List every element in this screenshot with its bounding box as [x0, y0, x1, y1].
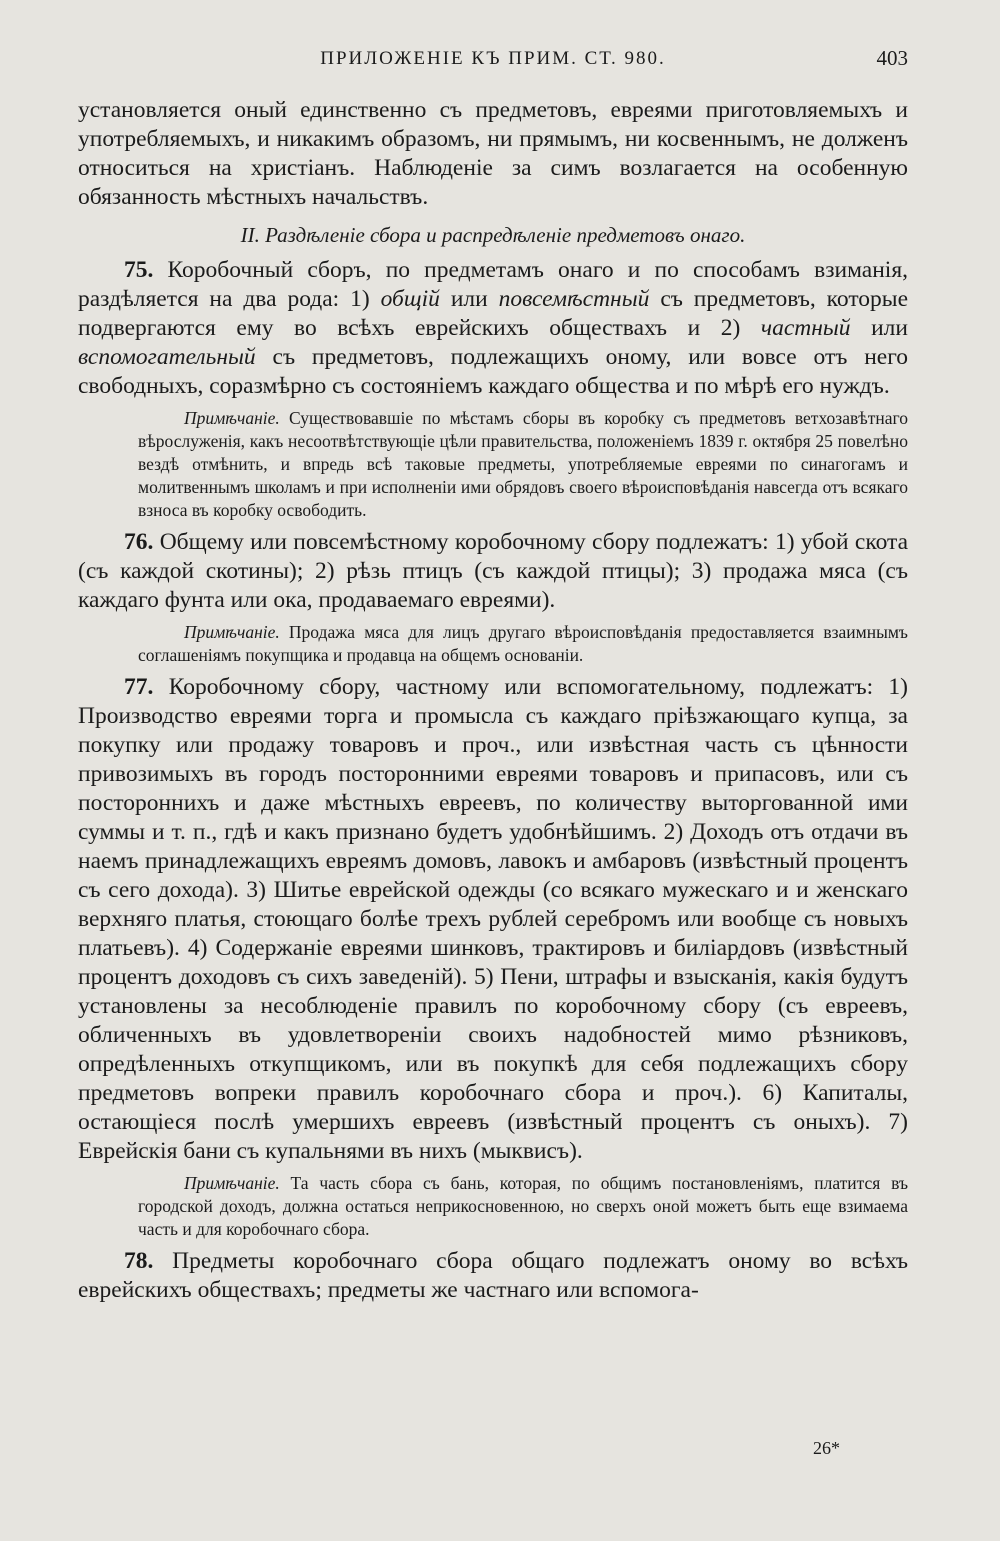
article-75-text-5: съ предметовъ, подлежащихъ оному, или вовсе отъ него свободныхъ, соразмѣрно съ состояніемъ каждаго общества и по мѣрѣ его нуждъ.: [78, 344, 909, 399]
note-77: [138, 1172, 908, 1241]
note-77-label: Примѣчаніе.: [184, 1173, 280, 1193]
article-75-term-auxiliary: вспомогательный: [78, 344, 256, 370]
note-75: [138, 407, 908, 522]
article-78-number: 78.: [124, 1248, 154, 1274]
note-77-text: Та часть сбора съ бань, которая, по общимъ постановленіямъ, платится въ городской доходъ, должна остаться неприкосновенною, но сверхъ оной можетъ быть еще взимаема часть и для коробочнаго сбора.: [138, 1173, 909, 1239]
article-76-number: 76.: [124, 529, 154, 555]
article-78: [78, 1247, 908, 1305]
page-body: [78, 96, 908, 1305]
article-75-term-general: общій: [380, 286, 440, 312]
section-heading: II. Раздѣленіе сбора и распредѣленіе предметовъ онаго.: [240, 223, 746, 247]
article-75-text-4: или: [871, 315, 908, 341]
article-76: [78, 528, 908, 615]
article-77-number: 77.: [124, 674, 154, 700]
article-75-number: 75.: [124, 257, 154, 283]
article-77-text: Коробочному сбору, частному или вспомогательному, подлежатъ: 1) Производство евреями торга и промысла съ каждаго пріѣзжающаго купца, за покупку или продажу товаровъ и проч., или извѣстная часть съ цѣнности привозимыхъ въ городъ посторонними евреями товаровъ и припасовъ, или съ постороннихъ и даже мѣстныхъ евреевъ, по количеству выторгованной ими суммы и т. п., гдѣ и какъ признано будетъ удобнѣйшимъ. 2) Доходъ отъ отдачи въ наемъ принадлежащихъ евреямъ домовъ, лавокъ и амбаровъ (извѣстный процентъ съ сего дохода). 3) Шитье еврейской одежды (со всякаго мужескаго и и женскаго верхняго платья, стоющаго болѣе трехъ рублей серебромъ или вообще съ новыхъ платьевъ). 4) Содержаніе евреями шинковъ, трактировъ и биліардовъ (извѣстный процентъ доходовъ съ сихъ заведеній). 5) Пени, штрафы и взысканія, какія будутъ установлены за несоблюденіе правилъ по коробочному сбору (съ евреевъ, обличенныхъ въ удовлетвореніи своихъ надобностей мимо рѣзниковъ, опредѣленныхъ откупщикомъ, или въ покупкѣ для себя подлежащихъ сбору предметовъ вопреки правилъ коробочнаго сбора и проч.). 6) Капиталы, остающіеся послѣ умершихъ евреевъ (извѣстный процентъ съ оныхъ). 7) Еврейскія бани съ купальнями въ нихъ (мыквисъ).: [78, 674, 908, 1164]
signature-mark: 26*: [813, 1438, 840, 1458]
page-header: [78, 44, 908, 74]
article-75-term-private: частный: [760, 315, 851, 341]
note-75-text: Существовавшіе по мѣстамъ сборы въ коробку съ предметовъ ветхозавѣтнаго вѣрослуженія, какъ несоотвѣтствующіе цѣли правительства, положеніемъ 1839 г. октября 25 повелѣно вездѣ отмѣнить, и впредь всѣ таковые предметы, употребляемые евреями по синагогамъ и молитвеннымъ школамъ и при исполненіи ими обрядовъ своего вѣроисповѣданія навсегда отъ всякаго взноса въ коробку освободить.: [138, 408, 909, 520]
article-75: [78, 256, 908, 401]
article-75-text-2: или: [450, 286, 488, 312]
note-75-label: Примѣчаніе.: [184, 408, 280, 428]
note-76: [138, 621, 908, 667]
article-75-term-universal: повсемѣстный: [498, 286, 650, 312]
note-76-text: Продажа мяса для лицъ другаго вѣроисповѣданія предоставляется взаимнымъ соглашеніямъ покупщика и продавца на общемъ основаніи.: [138, 622, 908, 665]
article-76-text: Общему или повсемѣстному коробочному сбору подлежатъ: 1) убой скота (съ каждой скотины); 2) рѣзь птицъ (съ каждой птицы); 3) продажа мяса (съ каждаго фунта или ока, продаваемаго евреями).: [78, 529, 909, 613]
article-75-text-3: съ предметовъ, которые подвергаются ему во всѣхъ еврейскихъ обществахъ и 2): [78, 286, 909, 341]
article-78-text: Предметы коробочнаго сбора общаго подлежатъ оному во всѣхъ еврейскихъ обществахъ; предметы же частнаго или вспомога-: [78, 1248, 909, 1303]
running-head: ПРИЛОЖЕНІЕ КЪ ПРИМ. СТ. 980.: [320, 48, 666, 69]
page-number: 403: [876, 46, 908, 70]
article-75-text-1: Коробочный сборъ, по предметамъ онаго и по способамъ взиманія, раздѣляется на два рода: 1): [78, 257, 908, 312]
note-76-label: Примѣчаніе.: [184, 622, 280, 642]
article-77: [78, 673, 908, 1166]
intro-paragraph: установляется оный единственно съ предметовъ, евреями приготовляемыхъ и употребляемыхъ, и никакимъ образомъ, ни прямымъ, ни косвеннымъ, не долженъ относиться на христіанъ. Наблюденіе за симъ возлагается на особенную обязанность мѣстныхъ начальствъ.: [78, 97, 908, 210]
